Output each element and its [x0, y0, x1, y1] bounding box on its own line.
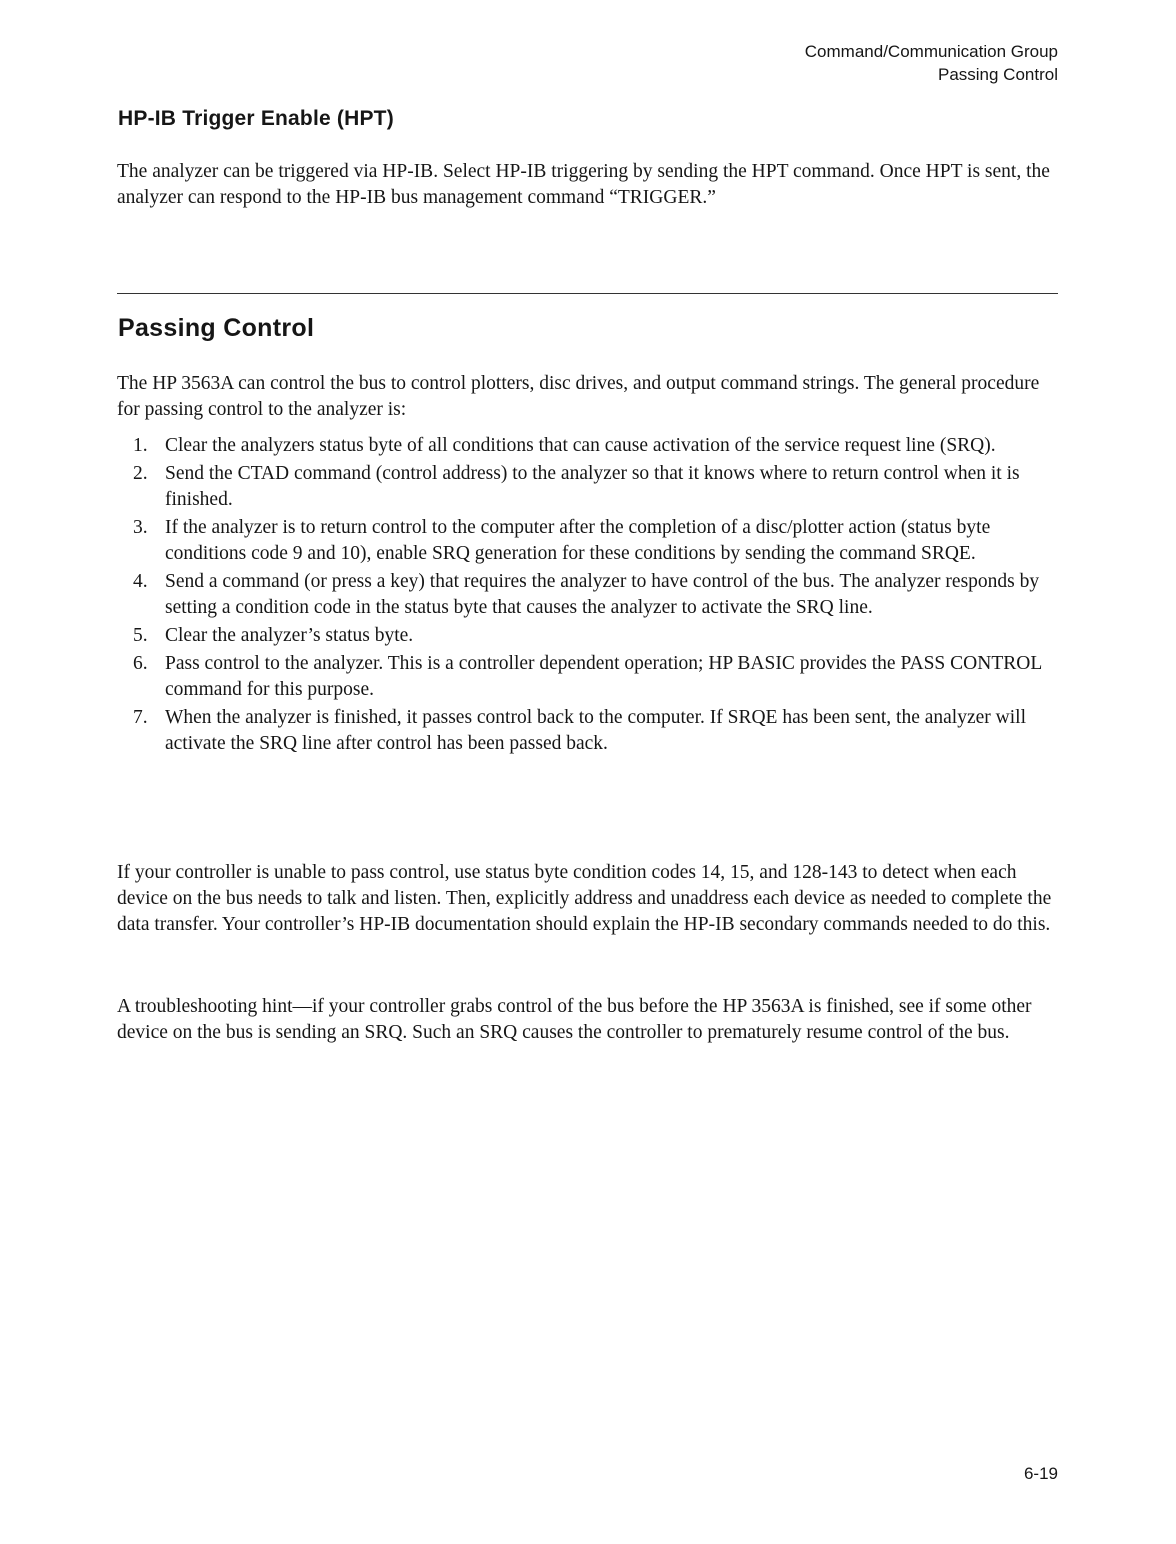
troubleshooting-paragraph: A troubleshooting hint—if your controller grabs control of the bus before the HP 3563A is finished, see if some other device on the bus is sending an SRQ. Such an SRQ causes the controller to prematurely resume control of the bus. — [117, 996, 1032, 1043]
running-header-section: Passing Control — [937, 65, 1058, 84]
step-number: 2. — [133, 463, 148, 484]
hpt-heading: HP-IB Trigger Enable (HPT) — [118, 107, 394, 130]
list-item — [117, 705, 1062, 757]
step-number: 4. — [133, 571, 148, 592]
page-number: 6-19 — [1023, 1464, 1058, 1483]
step-number: 7. — [133, 707, 148, 728]
list-item — [117, 433, 1062, 459]
list-item — [117, 651, 1062, 703]
procedure-steps — [117, 433, 1062, 759]
hpt-paragraph: The analyzer can be triggered via HP-IB. Select HP-IB triggering by sending the HPT command. Once HPT is sent, the analyzer can respond to the HP-IB bus management command “TRIGGER.” — [117, 161, 1050, 208]
step-number: 3. — [133, 517, 148, 538]
passing-control-heading: Passing Control — [118, 314, 315, 342]
step-text: Send a command (or press a key) that requires the analyzer to have control of the bus. The analyzer responds by setting a condition code in the status byte that causes the analyzer to activate the SRQ line. — [165, 571, 1040, 618]
controller-paragraph: If your controller is unable to pass control, use status byte condition codes 14, 15, and 128-143 to detect when each device on the bus needs to talk and listen. Then, explicitly address and unaddress each device as needed to complete the data transfer. Your controller’s HP-IB documentation should explain the HP-IB secondary commands needed to do this. — [117, 862, 1052, 935]
step-text: Clear the analyzer’s status byte. — [165, 625, 414, 646]
step-text: Clear the analyzers status byte of all conditions that can cause activation of the service request line (SRQ). — [165, 435, 996, 456]
step-text: When the analyzer is finished, it passes control back to the computer. If SRQE has been sent, the analyzer will activate the SRQ line after control has been passed back. — [165, 707, 1026, 754]
step-text: Send the CTAD command (control address) to the analyzer so that it knows where to return control when it is finished. — [165, 463, 1020, 510]
step-number: 5. — [133, 625, 148, 646]
step-number: 6. — [133, 653, 148, 674]
running-header — [805, 40, 1058, 86]
step-number: 1. — [133, 435, 148, 456]
list-item — [117, 461, 1062, 513]
passing-control-intro: The HP 3563A can control the bus to control plotters, disc drives, and output command strings. The general procedure for passing control to the analyzer is: — [117, 373, 1040, 420]
list-item — [117, 515, 1062, 567]
step-text: Pass control to the analyzer. This is a controller dependent operation; HP BASIC provides the PASS CONTROL command for this purpose. — [165, 653, 1042, 700]
running-header-group: Command/Communication Group — [804, 42, 1058, 61]
list-item — [117, 569, 1062, 621]
step-text: If the analyzer is to return control to the computer after the completion of a disc/plotter action (status byte conditions code 9 and 10), enable SRQ generation for these conditions by sending the command SRQE. — [165, 517, 991, 564]
list-item — [117, 623, 1062, 649]
section-divider — [117, 293, 1058, 294]
